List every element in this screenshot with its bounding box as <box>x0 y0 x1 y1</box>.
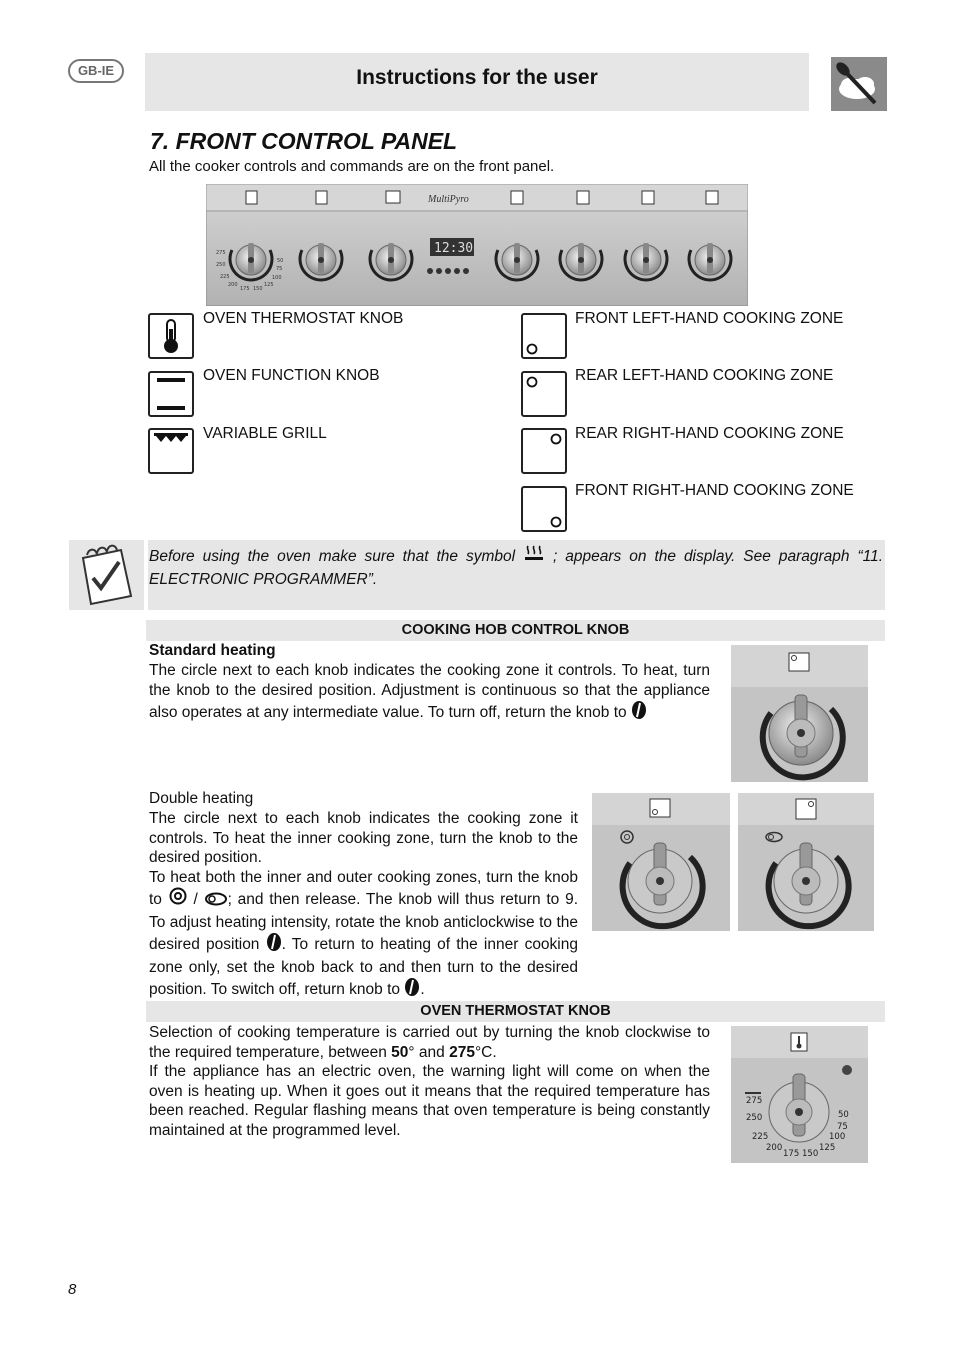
temp-label: 175 <box>783 1149 800 1159</box>
steam-symbol-icon <box>523 544 545 570</box>
temp-label: 200 <box>766 1143 783 1153</box>
double-heating-p1: The circle next to each knob indicates the cooking zone it controls. To heat the inner cooking zone, turn the knob to the desired position. <box>149 810 578 866</box>
rear-left-zone-icon <box>521 371 567 417</box>
front-panel-image <box>206 184 748 306</box>
double-zone-knob-photo <box>592 793 730 931</box>
panel-temp-label: 50 <box>277 258 284 264</box>
temp-label: 100 <box>829 1132 846 1142</box>
legend-label: OVEN FUNCTION KNOB <box>203 367 380 384</box>
temp-label: 125 <box>819 1143 836 1153</box>
thermometer-icon <box>148 313 194 359</box>
checklist-note-icon <box>69 540 144 610</box>
panel-temp-label: 225 <box>220 274 230 280</box>
temp-label: 250 <box>746 1113 763 1123</box>
thermostat-max: 275 <box>449 1043 475 1061</box>
double-heating-p2-part: ; and then release. The knob will thus return to 9. To adjust heating intensity, rotate the knob anticlockwise to the desired position <box>149 890 579 953</box>
temp-label: 50 <box>838 1110 849 1120</box>
double-heating-p2-part: . <box>420 980 425 998</box>
note-text-part: Before using the oven make sure that the symbol <box>149 547 516 565</box>
hob-heading: COOKING HOB CONTROL KNOB <box>146 620 885 641</box>
panel-temp-label: 100 <box>272 275 282 281</box>
temp-label: 150 <box>802 1149 819 1159</box>
double-heating-p2-part: To heat both the inner and outer cooking zones, turn the knob to <box>149 868 578 908</box>
thermostat-text-part: Selection of cooking temperature is carried out by turning the knob clockwise to the required temperature, between <box>149 1024 710 1061</box>
panel-temp-label: 275 <box>216 250 226 256</box>
temp-label: 225 <box>752 1132 769 1142</box>
thermostat-min: 50 <box>391 1043 409 1061</box>
standard-heating-text-body: The circle next to each knob indicates the cooking zone it controls. To heat, turn the knob to the desired position. Adjustment is continuous so that the appliance also operates at any intermediate value. To turn off, return the knob to <box>149 662 710 721</box>
note-text <box>149 544 883 589</box>
double-heating-p2-part: . To return to heating of the inner cooking zone only, set the knob back to and then turn to the desired position. To switch off, return knob to <box>149 935 578 998</box>
temp-label: 275 <box>746 1096 763 1106</box>
double-heating-title: Double heating <box>149 790 254 807</box>
panel-temp-label: 175 <box>240 286 250 292</box>
legend-label: FRONT LEFT-HAND COOKING ZONE <box>575 310 844 327</box>
double-heating-p2-part: / <box>193 890 198 908</box>
thermostat-text <box>149 1023 710 1140</box>
legend-label: VARIABLE GRILL <box>203 425 327 442</box>
page-number: 8 <box>68 1281 77 1298</box>
double-zone-icon <box>168 887 188 913</box>
front-right-zone-icon <box>521 486 567 532</box>
note-text-part: ; appears on the display. See paragraph “11. ELECTRONIC PROGRAMMER”. <box>149 547 884 588</box>
legend-label: REAR RIGHT-HAND COOKING ZONE <box>575 425 844 442</box>
section-title: 7. FRONT CONTROL PANEL <box>150 128 458 154</box>
thermostat-text-part: °C. <box>474 1043 497 1061</box>
thermostat-knob-photo <box>731 1026 868 1163</box>
oval-zone-knob-photo <box>738 793 874 931</box>
panel-temp-label: 150 <box>253 286 263 292</box>
panel-temp-label: 125 <box>264 282 274 288</box>
legend-label: OVEN THERMOSTAT KNOB <box>203 310 404 327</box>
grill-icon <box>148 428 194 474</box>
section-intro: All the cooker controls and commands are on the front panel. <box>149 158 555 175</box>
page-title: Instructions for the user <box>356 66 598 89</box>
off-position-icon <box>404 977 420 1003</box>
rear-right-zone-icon <box>521 428 567 474</box>
panel-temp-label: 200 <box>228 282 238 288</box>
oven-function-icon <box>148 371 194 417</box>
panel-temp-label: 250 <box>216 262 226 268</box>
oval-zone-icon <box>204 888 228 912</box>
region-badge: GB-IE <box>68 59 124 83</box>
double-heating-text <box>149 809 578 1003</box>
standard-heating-title: Standard heating <box>149 642 276 659</box>
chef-spoon-icon <box>831 57 887 111</box>
hob-knob-photo <box>731 645 868 782</box>
thermostat-light-text: If the appliance has an electric oven, the warning light will come on when the oven is heating up. When it goes out it means that the required temperature has been reached. Regular flashing means that oven temperature is being constantly maintained at the programmed level. <box>149 1063 710 1139</box>
panel-temp-label: 75 <box>276 266 283 272</box>
front-left-zone-icon <box>521 313 567 359</box>
thermostat-text-part: ° and <box>408 1043 445 1061</box>
thermostat-range <box>149 1023 710 1062</box>
thermostat-heading: OVEN THERMOSTAT KNOB <box>146 1001 885 1022</box>
legend-label: REAR LEFT-HAND COOKING ZONE <box>575 367 834 384</box>
double-heating-p2 <box>149 868 578 1003</box>
standard-heating-text <box>149 661 710 726</box>
panel-brand: MultiPyro <box>428 194 469 205</box>
position-icon <box>266 932 282 958</box>
temp-label: 75 <box>837 1122 848 1132</box>
legend-label: FRONT RIGHT-HAND COOKING ZONE <box>575 482 854 499</box>
off-position-icon <box>631 700 647 726</box>
panel-clock: 12:30 <box>434 241 474 256</box>
